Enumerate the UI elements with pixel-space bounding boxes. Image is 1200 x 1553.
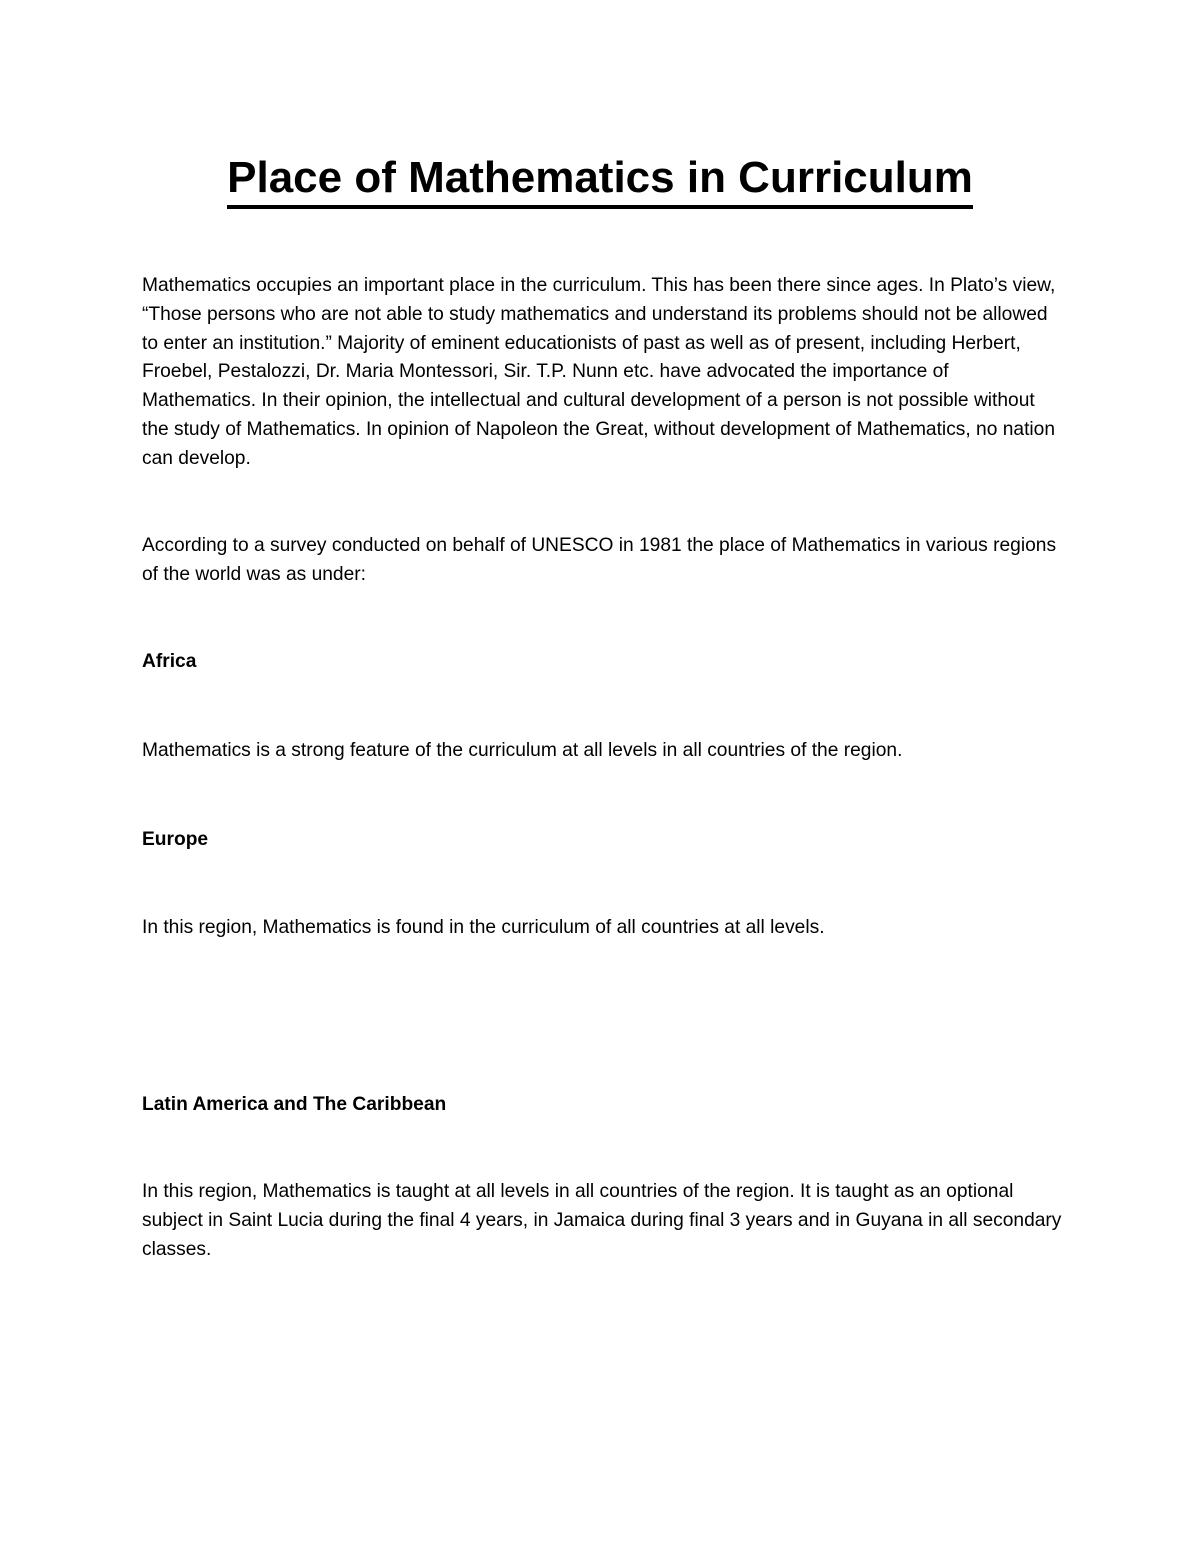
intro-paragraph: Mathematics occupies an important place in the curriculum. This has been there since ages. In Plato’s view, “Those persons who are not able to study mathematics and understand its problems should not be allowed to enter an institution.” Majority of eminent educationists of past as well as of present, including Herbert, Froebel, Pestalozzi, Dr. Maria Montessori, Sir. T.P. Nunn etc. have advocated the importance of Mathematics. In their opinion, the intellectual and cultural development of a person is not possible without the study of Mathematics. In opinion of Napoleon the Great, without development of Mathematics, no nation can develop.	[142, 275, 1056, 469]
section-heading-africa: Africa	[142, 651, 197, 672]
section-heading-latin-america: Latin America and The Caribbean	[142, 1094, 447, 1115]
survey-paragraph: According to a survey conducted on behalf of UNESCO in 1981 the place of Mathematics in various regions of the world was as under:	[142, 535, 1057, 585]
section-text-europe: In this region, Mathematics is found in the curriculum of all countries at all levels.	[142, 917, 825, 938]
section-heading-europe: Europe	[142, 829, 209, 850]
document-title	[0, 148, 1200, 209]
section-text-latin-america: In this region, Mathematics is taught at all levels in all countries of the region. It is taught as an optional subject in Saint Lucia during the final 4 years, in Jamaica during final 3 years and in Guyana in all secondary classes.	[142, 1181, 1062, 1260]
document-title-text: Place of Mathematics in Curriculum	[227, 151, 973, 209]
section-text-africa: Mathematics is a strong feature of the curriculum at all levels in all countries of the region.	[142, 740, 903, 761]
